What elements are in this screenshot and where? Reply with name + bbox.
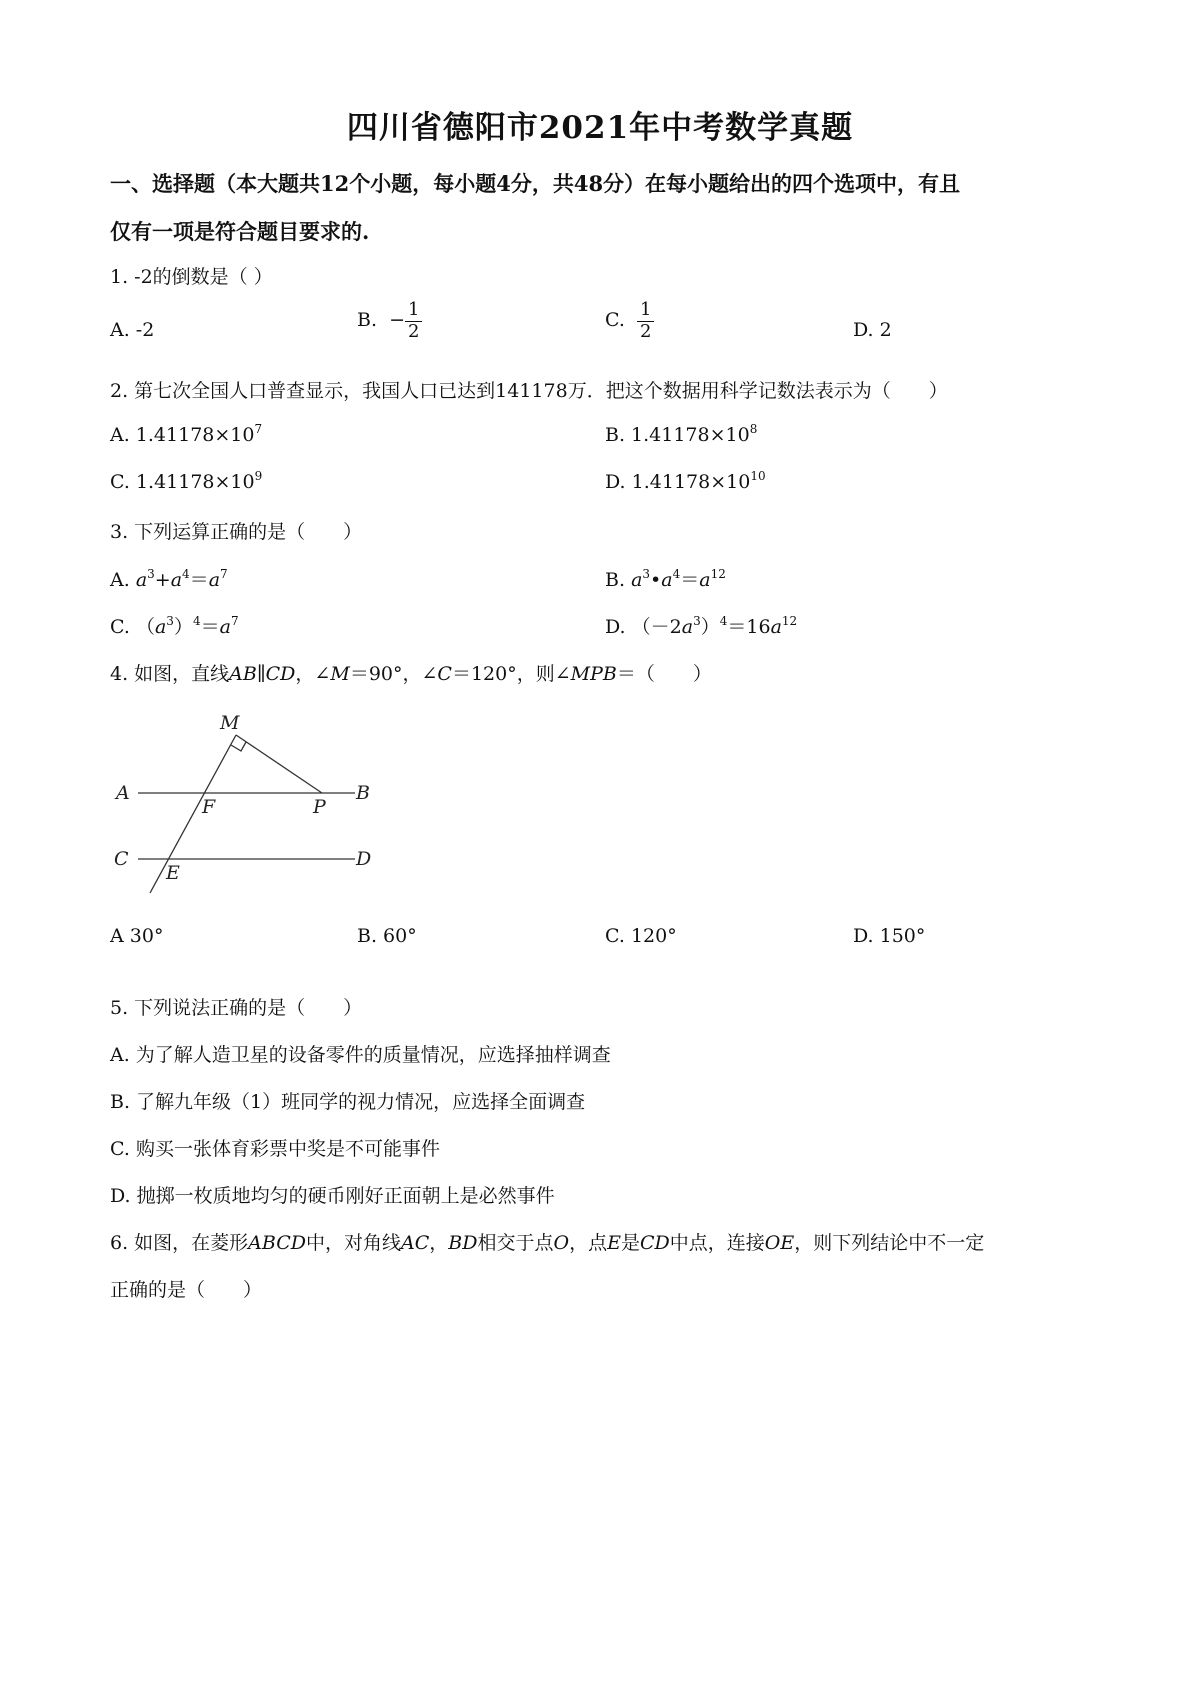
label-b: B: [356, 782, 370, 804]
q4-option-b: B. 60°: [357, 925, 417, 947]
q1-option-c: [605, 300, 654, 342]
q3-var: a: [661, 569, 673, 591]
q3-d-open: （－2: [631, 616, 682, 638]
q4-option-c: C. 120°: [605, 925, 677, 947]
q3-var: a: [170, 569, 183, 591]
q6-text: 中点，连接: [669, 1232, 765, 1254]
section-heading-line1: 一、选择题（本大题共12个小题，每小题4分，共48分）在每小题给出的四个选项中，有且: [110, 171, 961, 196]
q4-text: ＝90°，∠: [349, 663, 438, 685]
q1-option-b: [357, 300, 422, 342]
q2-option-b: [605, 424, 757, 446]
page-title: 四川省德阳市2021年中考数学真题: [346, 110, 854, 146]
q1-option-b-sign: −: [389, 309, 405, 332]
q6-oe: OE: [764, 1232, 795, 1254]
label-e: E: [166, 862, 180, 884]
q1-option-b-fraction: [405, 300, 422, 342]
q4-text: 4. 如图，直线: [110, 663, 230, 685]
q4-cd: CD: [265, 663, 296, 685]
q5-option-a: A. 为了解人造卫星的设备零件的质量情况，应选择抽样调查: [110, 1044, 611, 1066]
q6-text: ，点: [569, 1232, 608, 1254]
q2-option-c-exponent: 9: [254, 469, 263, 483]
q4-ab: AB: [229, 663, 257, 685]
q6-e: E: [607, 1232, 621, 1254]
q3-var: a: [770, 616, 782, 638]
q6-text: 6. 如图，在菱形: [110, 1232, 249, 1254]
q3-d-close: ）: [700, 616, 720, 638]
label-c: C: [114, 848, 129, 870]
q1-option-b-label: B.: [357, 309, 378, 332]
q6-cd: CD: [639, 1232, 670, 1254]
q3-d-exp1: 3: [693, 614, 701, 628]
q2-option-d-exponent: 10: [750, 469, 766, 483]
q3-option-c-label: C.: [110, 616, 130, 638]
q4-mpb: MPB: [570, 663, 617, 685]
q5-option-b: B. 了解九年级（1）班同学的视力情况，应选择全面调查: [110, 1091, 586, 1113]
q3-b-dot: •: [650, 569, 662, 591]
q2-option-b-exponent: 8: [749, 422, 758, 436]
q3-c-open: （: [135, 616, 155, 638]
right-angle-mark: [231, 742, 246, 751]
q2-option-b-base: B. 1.41178×10: [605, 424, 750, 446]
q2-option-a: [110, 424, 262, 446]
q3-c-exp1: 3: [166, 614, 174, 628]
q6-text: ，: [429, 1232, 449, 1254]
q3-a-exp2: 4: [182, 567, 190, 581]
q6-bd: BD: [448, 1232, 478, 1254]
q4-text: ，∠: [295, 663, 331, 685]
q3-option-d: [605, 612, 797, 639]
q6-ac: AC: [401, 1232, 430, 1254]
q1-option-c-numerator: 1: [637, 300, 654, 322]
q5-option-c: C. 购买一张体育彩票中奖是不可能事件: [110, 1138, 440, 1160]
q3-option-a-label: A.: [110, 569, 130, 591]
q3-a-exp3: 7: [220, 567, 228, 581]
q3-a-plus: +: [154, 569, 171, 591]
q3-d-equals: ＝16: [727, 616, 771, 638]
q4-geometry-figure: [110, 705, 390, 895]
question-2-stem: 2. 第七次全国人口普查显示，我国人口已达到141178万．把这个数据用科学记数法表示为（ ）: [110, 380, 948, 402]
label-m: M: [220, 712, 240, 734]
q3-option-d-label: D.: [605, 616, 626, 638]
q3-c-exp3: 7: [230, 614, 239, 628]
question-3-stem: 3. 下列运算正确的是（ ）: [110, 521, 363, 543]
q2-option-d-base: D. 1.41178×10: [605, 471, 751, 493]
q4-text: ＝（ ）: [616, 663, 712, 685]
q3-var: a: [631, 569, 643, 591]
question-5-stem: 5. 下列说法正确的是（ ）: [110, 997, 363, 1019]
label-d: D: [356, 848, 372, 870]
label-p: P: [313, 796, 326, 818]
q3-var: a: [219, 616, 231, 638]
question-6-stem-line1: [110, 1228, 984, 1255]
q3-var: a: [154, 616, 167, 638]
q2-option-a-base: A. 1.41178×10: [110, 424, 255, 446]
q3-option-b-label: B.: [605, 569, 626, 591]
q3-b-exp3: 12: [710, 567, 726, 581]
q3-c-close: ）: [173, 616, 193, 638]
label-a: A: [116, 782, 130, 804]
q3-option-a: [110, 565, 228, 592]
question-6-stem-line2: 正确的是（ ）: [110, 1279, 263, 1301]
q3-b-exp1: 3: [642, 567, 651, 581]
q6-text: 中，对角线: [305, 1232, 401, 1254]
q3-d-exp2: 4: [719, 614, 728, 628]
q3-var: a: [681, 616, 694, 638]
q3-option-b: [605, 565, 726, 592]
q1-option-c-label: C.: [605, 309, 625, 332]
q3-b-exp2: 4: [672, 567, 681, 581]
q4-option-d: D. 150°: [853, 925, 926, 947]
q3-c-equals: ＝: [200, 616, 220, 638]
q3-var: a: [135, 569, 148, 591]
q3-a-equals: ＝: [189, 569, 209, 591]
q2-option-c: [110, 471, 262, 493]
q4-parallel: ∥: [256, 663, 266, 685]
q1-option-a: A. -2: [110, 319, 155, 341]
q2-option-d: [605, 471, 766, 493]
section-heading-line2: 仅有一项是符合题目要求的.: [110, 219, 370, 244]
q6-abcd: ABCD: [248, 1232, 306, 1254]
question-4-stem: [110, 659, 712, 686]
q4-option-a: A 30°: [110, 925, 164, 947]
q4-m: M: [330, 663, 350, 685]
transversal-me: [150, 735, 236, 893]
question-1-stem: 1. -2的倒数是（ ）: [110, 266, 273, 288]
q1-option-b-numerator: 1: [405, 300, 422, 322]
q3-var: a: [208, 569, 221, 591]
q3-option-c: [110, 612, 239, 639]
q1-option-d: D. 2: [853, 319, 892, 341]
q1-option-b-denominator: 2: [407, 320, 420, 342]
q1-option-c-denominator: 2: [639, 320, 652, 342]
q6-text: 相交于点: [477, 1232, 554, 1254]
q3-c-exp2: 4: [192, 614, 201, 628]
label-f: F: [202, 796, 216, 818]
q4-c: C: [437, 663, 452, 685]
q2-option-a-exponent: 7: [254, 422, 263, 436]
q3-b-equals: ＝: [680, 569, 700, 591]
q6-text: ，则下列结论中不一定: [794, 1232, 985, 1254]
q1-option-c-fraction: [637, 300, 654, 342]
q5-option-d: D. 抛掷一枚质地均匀的硬币刚好正面朝上是必然事件: [110, 1185, 555, 1207]
q6-text: 是: [620, 1232, 640, 1254]
q2-option-c-base: C. 1.41178×10: [110, 471, 255, 493]
q3-d-exp3: 12: [781, 614, 798, 628]
q3-var: a: [699, 569, 711, 591]
q6-o: O: [553, 1232, 570, 1254]
segment-mp: [236, 735, 322, 793]
q3-a-exp1: 3: [147, 567, 155, 581]
q4-text: ＝120°，则∠: [451, 663, 571, 685]
